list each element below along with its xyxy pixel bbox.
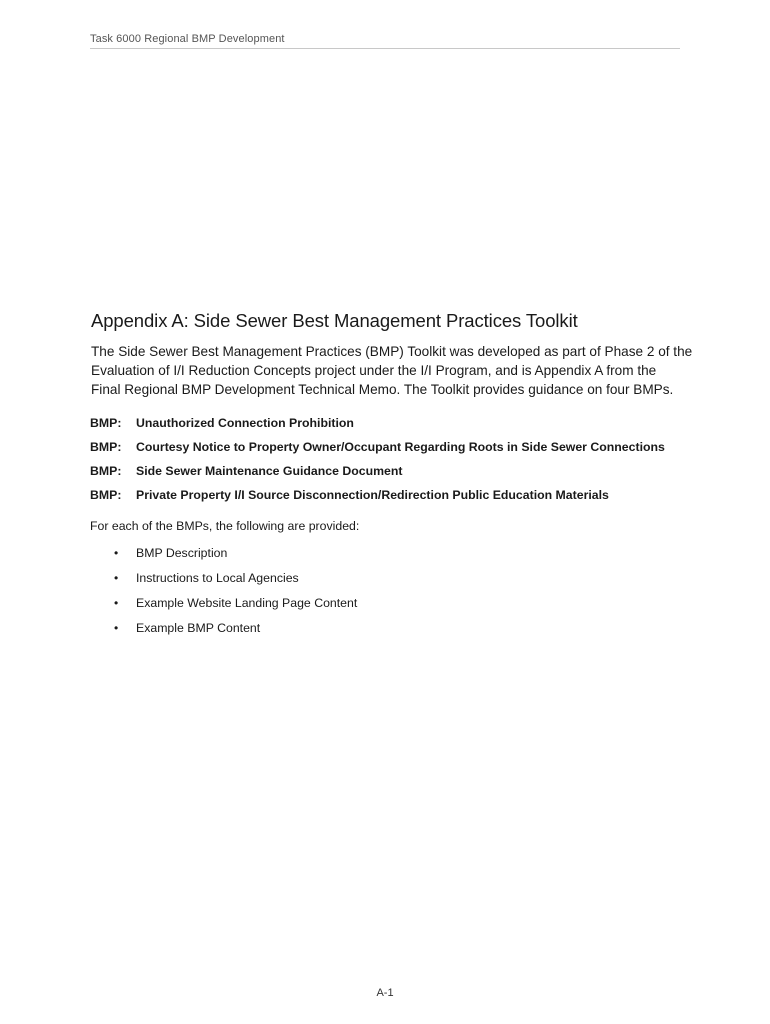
list-item-label: BMP Description	[136, 546, 228, 560]
header-rule	[90, 48, 680, 49]
bmp-item	[90, 487, 741, 503]
list-item	[91, 595, 741, 611]
bmp-name: Side Sewer Maintenance Guidance Document	[136, 464, 403, 478]
intro-line: Final Regional BMP Development Technical Memo. The Toolkit provides guidance on four BMPs.	[91, 382, 674, 397]
bullet-icon: •	[114, 621, 119, 635]
bmp-prefix: BMP:	[90, 440, 122, 454]
bmp-name: Unauthorized Connection Prohibition	[136, 416, 354, 430]
provided-lead: For each of the BMPs, the following are provided:	[90, 519, 360, 533]
bullet-icon: •	[114, 596, 119, 610]
list-item-label: Example Website Landing Page Content	[136, 596, 358, 610]
bullet-icon: •	[114, 571, 119, 585]
list-item	[91, 620, 741, 636]
bullet-icon: •	[114, 546, 119, 560]
bmp-prefix: BMP:	[90, 464, 122, 478]
bmp-name: Courtesy Notice to Property Owner/Occupant Regarding Roots in Side Sewer Connections	[136, 440, 665, 454]
page-title: Appendix A: Side Sewer Best Management Practices Toolkit	[91, 310, 578, 331]
bmp-item	[90, 415, 741, 431]
page-number: A-1	[376, 987, 394, 999]
intro-line: Evaluation of I/I Reduction Concepts project under the I/I Program, and is Appendix A from the	[91, 363, 657, 378]
running-header: Task 6000 Regional BMP Development	[90, 33, 285, 45]
provided-list	[91, 545, 741, 636]
intro-line: The Side Sewer Best Management Practices (BMP) Toolkit was developed as part of Phase 2 of the	[91, 344, 693, 359]
bmp-prefix: BMP:	[90, 488, 122, 502]
intro-paragraph	[91, 342, 741, 399]
bmp-prefix: BMP:	[90, 416, 122, 430]
bmp-item	[90, 439, 741, 455]
page-content	[91, 310, 741, 645]
bmp-name: Private Property I/I Source Disconnection/Redirection Public Education Materials	[136, 488, 609, 502]
list-item-label: Instructions to Local Agencies	[136, 571, 299, 585]
list-item	[91, 570, 741, 586]
list-item	[91, 545, 741, 561]
bmp-list	[90, 415, 741, 503]
bmp-item	[90, 463, 741, 479]
list-item-label: Example BMP Content	[136, 621, 261, 635]
